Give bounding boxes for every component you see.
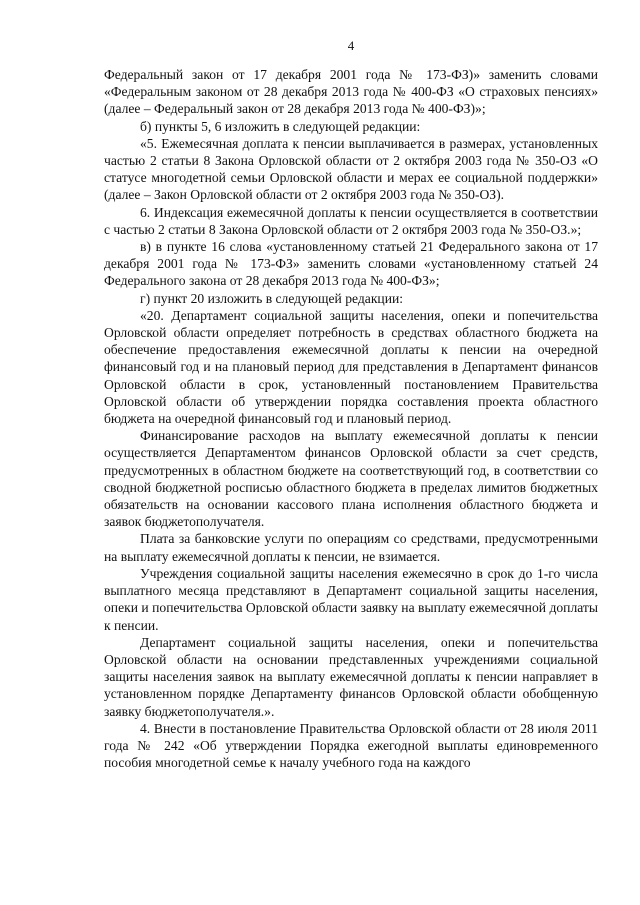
paragraph-financing: Финансирование расходов на выплату ежемесячной доплаты к пенсии осуществляется Департаментом финансов Орловской области за счет средств, предусмотренных в областном бюджете на соответствующий год, в соответствии со сводной бюджетной росписью областного бюджета в пределах лимитов бюджетных обязательств на основании кассового плана исполнения областного бюджета и заявок бюджетополучателя. (104, 428, 598, 530)
paragraph-section-4: 4. Внести в постановление Правительства Орловской области от 28 июля 2011 года № 242 «Об утверждении Порядка ежегодной выплаты единовременного пособия многодетной семье к началу учебного года на каждого (104, 720, 598, 771)
paragraph-bank-fee: Плата за банковские услуги по операциям со средствами, предусмотренными на выплату ежемесячной доплаты к пенсии, не взимается. (104, 531, 598, 564)
paragraph-point-6: 6. Индексация ежемесячной доплаты к пенсии осуществляется в соответствии с частью 2 статьи 8 Закона Орловской области от 2 октября 2003 года № 350-ОЗ.»; (104, 204, 598, 237)
paragraph-point-20: «20. Департамент социальной защиты населения, опеки и попечительства Орловской области определяет потребность в средствах областного бюджета на обеспечение предоставления ежемесячной доплаты к пенсии на очередной финансовый год и на плановый период для представления в Департамент финансов Орловской области в срок, установленный постановлением Правительства Орловской области об утверждении порядка составления проекта областного бюджета на очередной финансовый год и плановый период. (104, 307, 598, 427)
paragraph-item-v: в) в пункте 16 слова «установленному статьей 21 Федерального закона от 17 декабря 2001 года № 173-ФЗ» заменить словами «установленному статьей 24 Федерального закона от 28 декабря 2013 года № 400-ФЗ»; (104, 239, 598, 289)
paragraph-item-b: б) пункты 5, 6 изложить в следующей редакции: (140, 118, 421, 134)
paragraph-point-5: «5. Ежемесячная доплата к пенсии выплачивается в размерах, установленных частью 2 статьи 8 Закона Орловской области от 2 октября 2003 года № 350-ОЗ «О статусе многодетной семьи Орловской области и мерах ее социальной поддержки» (далее – Закон Орловской области от 2 октября 2003 года № 350-ОЗ). (104, 135, 598, 203)
page-number: 4 (347, 38, 355, 53)
document-page (104, 0, 598, 905)
paragraph-department: Департамент социальной защиты населения, опеки и попечительства Орловской области на основании представленных учреждениями социальной защиты населения заявок на выплату ежемесячной доплаты к пенсии направляет в установленном порядке Департаменту финансов Орловской области обобщенную заявку бюджетополучателя.». (104, 634, 598, 719)
paragraph-item-g: г) пункт 20 изложить в следующей редакции: (140, 290, 404, 306)
paragraph-institutions: Учреждения социальной защиты населения ежемесячно в срок до 1-го числа выплатного месяца представляют в Департамент социальной защиты населения, опеки и попечительства Орловской области заявку на выплату ежемесячной доплаты к пенсии. (104, 565, 598, 633)
paragraph-continuation: Федеральный закон от 17 декабря 2001 года № 173-ФЗ)» заменить словами «Федеральным законом от 28 декабря 2013 года № 400-ФЗ «О страховых пенсиях» (далее – Федеральный закон от 28 декабря 2013 года № 400-ФЗ)»; (104, 67, 598, 117)
document-body (104, 66, 598, 771)
